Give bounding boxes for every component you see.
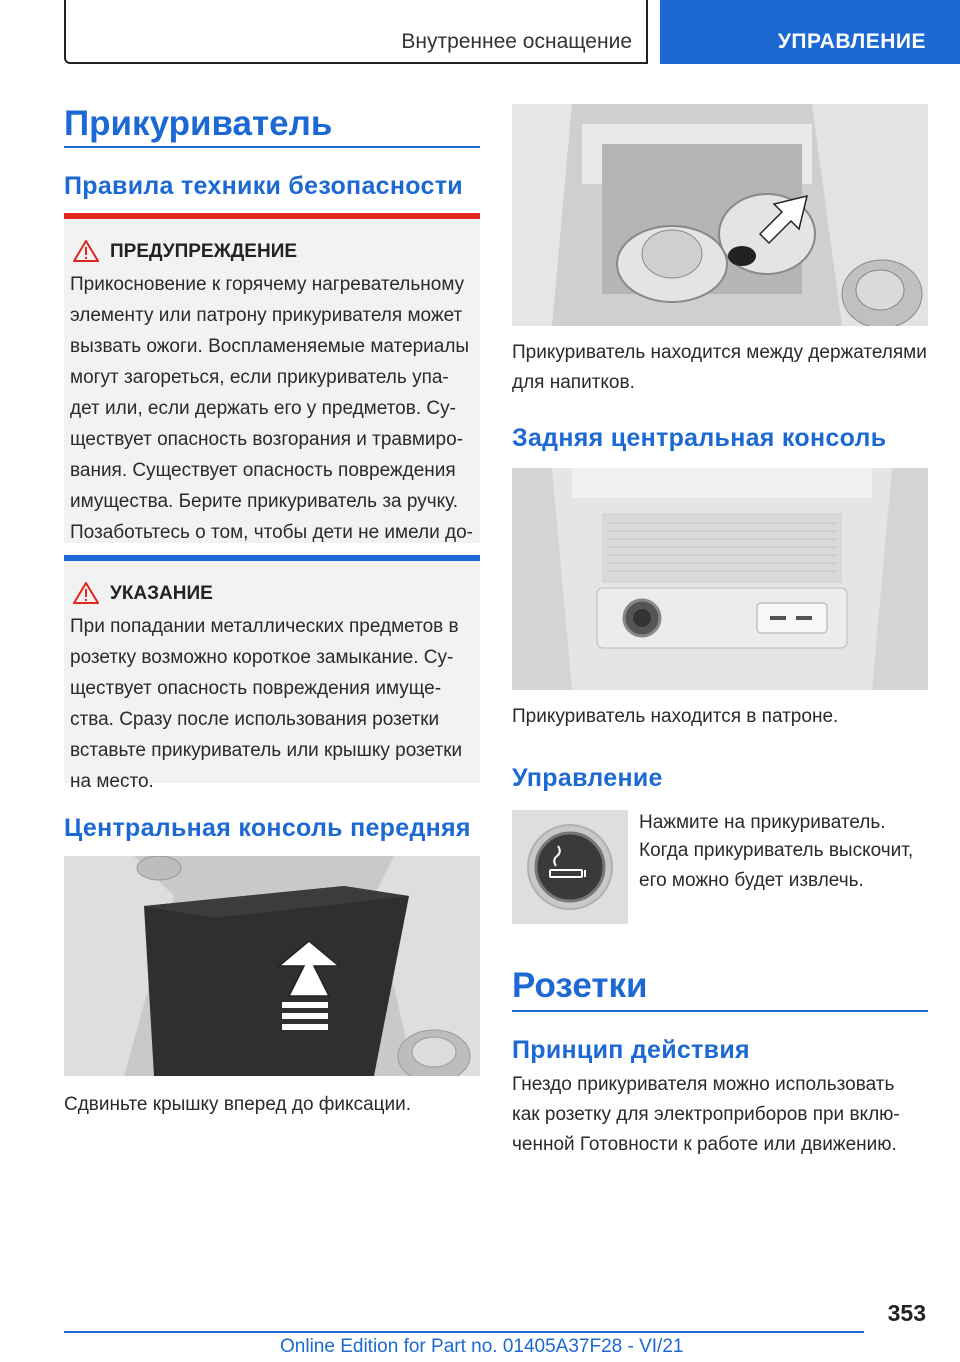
rear-console-caption: Прикуриватель находится в патроне. [512, 706, 839, 727]
sockets-title-rule [512, 1010, 928, 1012]
page-number: 353 [887, 1300, 926, 1326]
warning-text [70, 269, 480, 579]
warning-line: Позаботьтесь о том, чтобы дети не имели до- [70, 522, 473, 543]
note-title: УКАЗАНИЕ [110, 583, 213, 604]
note-line: При попадании металлических предметов в [70, 616, 459, 637]
front-console-image [64, 856, 480, 1076]
front-console-heading: Центральная консоль передняя [64, 814, 471, 842]
rear-console-heading: Задняя центральная консоль [512, 424, 887, 452]
warning-line: элементу или патрону прикуривателя может [70, 305, 463, 326]
warning-triangle-icon [73, 239, 99, 263]
cupholder-image [512, 104, 928, 326]
cupholder-caption-line: для напитков. [512, 372, 635, 393]
warning-bar [64, 213, 480, 219]
cupholder-caption [512, 338, 927, 398]
note-line: розетку возможно короткое замыкание. Су- [70, 647, 454, 668]
header-section-tab [64, 0, 648, 64]
principle-line: Гнездо прикуривателя можно использовать [512, 1074, 895, 1095]
rear-console-image [512, 468, 928, 690]
note-line: ства. Сразу после использования розетки [70, 709, 440, 730]
warning-line: ществует опасность возгорания и травмиро- [70, 429, 464, 450]
cupholder-caption-line: Прикуриватель находится между держателями [512, 342, 927, 363]
operation-heading: Управление [512, 764, 663, 792]
note-line: вставьте прикуриватель или крышку розетки [70, 740, 463, 761]
note-box [64, 555, 480, 792]
safety-heading: Правила техники безопасности [64, 172, 463, 200]
principle-line: как розетку для электроприборов при вклю- [512, 1104, 900, 1125]
operation-step2-line: его можно будет извлечь. [639, 870, 864, 891]
warning-line: дет или, если держать его у предметов. Су- [70, 398, 456, 419]
lighter-button-image [512, 810, 628, 924]
footer-edition: Online Edition for Part no. 01405A37F28 - VI/21 [280, 1336, 684, 1357]
header-chapter-title: УПРАВЛЕНИЕ [777, 30, 926, 53]
principle-heading: Принцип действия [512, 1036, 750, 1064]
warning-line: Прикосновение к горячему нагревательному [70, 274, 465, 295]
operation-step2 [639, 836, 913, 896]
warning-box [64, 213, 480, 543]
warning-line: вызвать ожоги. Воспламеняемые материалы [70, 336, 470, 357]
header-section-title: Внутреннее оснащение [401, 30, 632, 53]
note-line: ществует опасность повреждения имуще- [70, 678, 442, 699]
warning-line: имущества. Берите прикуриватель за ручку. [70, 491, 459, 512]
operation-step2-line: Когда прикуриватель выскочит, [639, 840, 914, 861]
front-console-caption: Сдвиньте крышку вперед до фиксации. [64, 1094, 412, 1115]
warning-line: могут загореться, если прикуриватель упа- [70, 367, 449, 388]
principle-line: ченной Готовности к работе или движению. [512, 1134, 897, 1155]
operation-step1: Нажмите на прикуриватель. [639, 812, 886, 833]
sockets-title: Розетки [512, 966, 648, 1005]
page-title: Прикуриватель [64, 104, 333, 143]
warning-title: ПРЕДУПРЕЖДЕНИЕ [110, 241, 298, 262]
warning-triangle-icon [73, 581, 99, 605]
note-bar [64, 555, 480, 561]
title-rule [64, 146, 480, 148]
note-text [70, 611, 480, 797]
warning-line: вания. Существует опасность повреждения [70, 460, 456, 481]
note-line: на место. [70, 771, 154, 792]
principle-text [512, 1070, 900, 1160]
footer-rule [64, 1331, 864, 1333]
header-chapter-tab [660, 0, 960, 64]
